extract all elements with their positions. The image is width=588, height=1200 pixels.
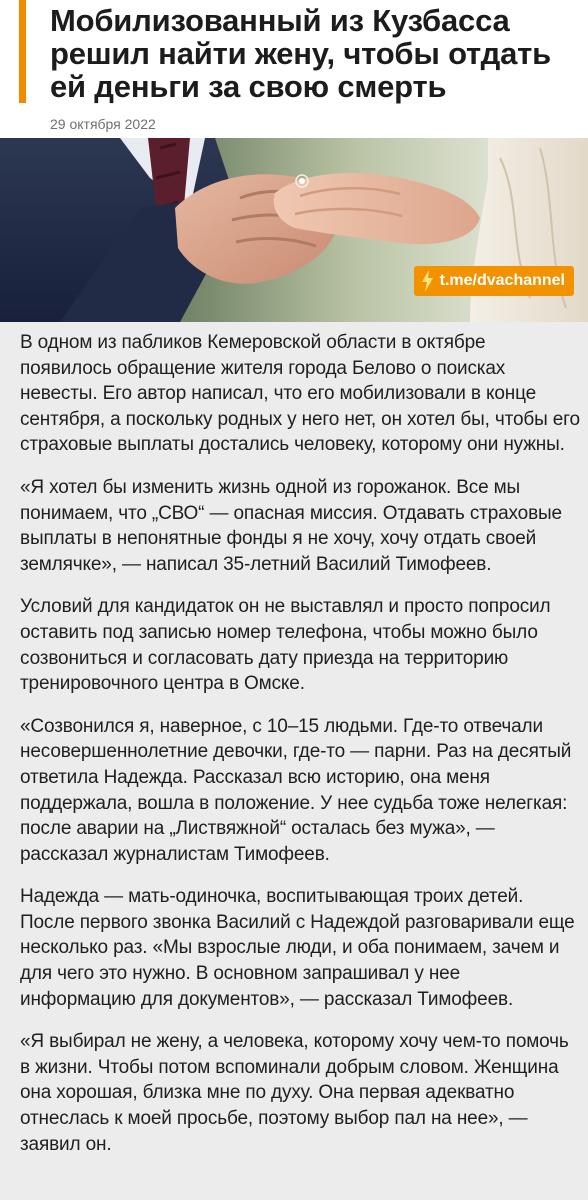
- article-body: [20, 330, 580, 1174]
- watermark-text: t.me/dvachannel: [439, 272, 565, 289]
- hero-image: [0, 138, 588, 322]
- accent-bar: [19, 0, 26, 103]
- channel-watermark: [414, 266, 574, 296]
- article-paragraph: Условий для кандидаток он не выставлял и просто попросил оставить под записью номер телефона, чтобы можно было созвониться и согласовать дату приезда на территорию тренировочного центра в Омске.: [20, 596, 551, 695]
- article-paragraph: В одном из пабликов Кемеровской области в октябре появилось обращение жителя города Белово о поисках невесты. Его автор написал, что его мобилизовали в конце сентября, а поскольку родных у него нет, он хотел бы, чтобы его страховые выплаты достались человеку, которому они нужны.: [20, 332, 580, 456]
- article-paragraph: «Я выбирал не жену, а человека, которому хочу чем-то помочь в жизни. Чтобы потом вспоминали добрым словом. Женщина она хорошая, близка мне по духу. Она первая адекватно отнеслась к моей просьбе, поэтому выбор пал на нее», — заявил он.: [20, 1031, 569, 1155]
- article-paragraph: Надежда — мать-одиночка, воспитывающая троих детей. После первого звонка Василий с Надеждой разговаривали еще несколько раз. «Мы взрослые люди, и оба понимаем, зачем и для чего это нужно. В основном запрашивал у нее информацию для документов», — рассказал Тимофеев.: [20, 886, 575, 1010]
- lightning-bolt-icon: [420, 270, 434, 292]
- article-date: 29 октября 2022: [50, 116, 156, 132]
- article-headline: Мобилизованный из Кузбасса решил найти жену, чтобы отдать ей деньги за свою смерть: [50, 3, 551, 104]
- article-header: [0, 0, 588, 138]
- article-paragraph: «Я хотел бы изменить жизнь одной из горожанок. Все мы понимаем, что „СВО“ — опасная миссия. Отдавать страховые выплаты в непонятные фонды я не хочу, хочу отдать своей землячке», — написал 35-летний Василий Тимофеев.: [20, 476, 562, 575]
- article-paragraph: «Созвонился я, наверное, с 10–15 людьми. Где-то отвечали несовершеннолетние девочки, где-то — парни. Раз на десятый ответила Надежда. Рассказал всю историю, она меня поддержала, вошла в положение. У нее судьба тоже нелегкая: после аварии на „Листвяжной“ осталась без мужа», — рассказал журналистам Тимофеев.: [20, 715, 572, 865]
